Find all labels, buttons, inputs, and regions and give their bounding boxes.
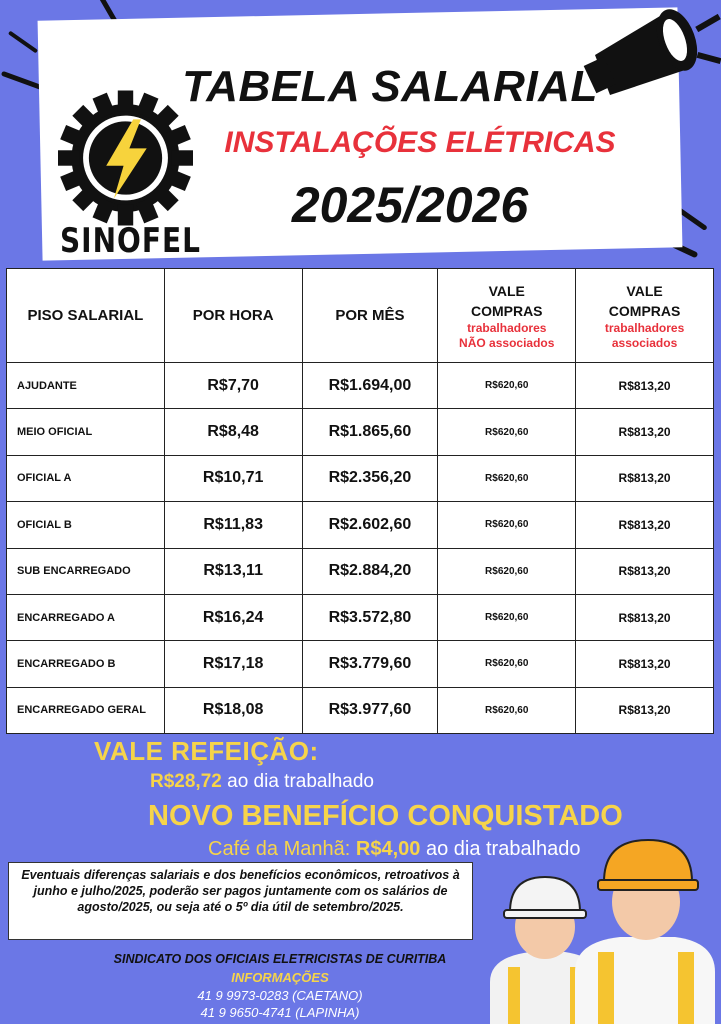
cell-cargo: OFICIAL A (7, 455, 165, 501)
workers-illustration (470, 832, 721, 1024)
decorative-stroke (8, 31, 38, 54)
cell-cargo: ENCARREGADO GERAL (7, 687, 165, 733)
table-row (7, 594, 714, 640)
cell-cargo: ENCARREGADO B (7, 641, 165, 687)
cell-cargo: AJUDANTE (7, 363, 165, 409)
cell-cargo: OFICIAL B (7, 502, 165, 548)
cell-mes: R$2.356,20 (302, 455, 438, 501)
header-vale-associados (576, 269, 714, 363)
logo-text: SINOFEL (60, 220, 201, 261)
cell-hora: R$11,83 (164, 502, 302, 548)
informacoes-label: INFORMAÇÕES (231, 970, 329, 985)
vale-refeicao-amount: R$28,72 (150, 771, 222, 792)
header-vale-line1: VALE (626, 282, 663, 299)
cell-vale-assoc: R$813,20 (576, 409, 714, 455)
year-label: 2025/2026 (291, 177, 529, 233)
header-vale-sub2: NÃO associados (459, 335, 555, 350)
header-vale-nao-associados (438, 269, 576, 363)
cafe-amount: R$4,00 (355, 838, 421, 860)
cell-vale-nao: R$620,60 (438, 548, 576, 594)
cell-hora: R$16,24 (164, 594, 302, 640)
cell-cargo: MEIO OFICIAL (7, 409, 165, 455)
cell-vale-assoc: R$813,20 (576, 502, 714, 548)
header-piso: PISO SALARIAL (7, 269, 165, 363)
vale-refeicao-text: ao dia trabalhado (227, 771, 374, 792)
table-row (7, 548, 714, 594)
notice-box: Eventuais diferenças salariais e dos benefícios econômicos, retroativos à junho e julho/2025, poderão ser pagos juntamente com os salários de agosto/2025, ou seja até o 5º dia útil de setembro/2025. (8, 862, 473, 940)
page-title: TABELA SALARIAL (182, 62, 598, 111)
vale-refeicao-line (150, 771, 374, 793)
cell-hora: R$18,08 (164, 687, 302, 733)
cell-vale-assoc: R$813,20 (576, 641, 714, 687)
header-vale-sub1: trabalhadores (467, 320, 547, 335)
cell-hora: R$10,71 (164, 455, 302, 501)
header-vale-sub1: trabalhadores (604, 320, 685, 335)
salary-table (6, 268, 714, 734)
cell-hora: R$17,18 (164, 641, 302, 687)
table-row (7, 641, 714, 687)
cell-vale-nao: R$620,60 (438, 455, 576, 501)
header-vale-line1: VALE (488, 282, 525, 299)
table-header-row (7, 269, 714, 363)
vale-refeicao-title: VALE REFEIÇÃO: (94, 736, 319, 766)
cell-vale-assoc: R$813,20 (576, 548, 714, 594)
cell-hora: R$8,48 (164, 409, 302, 455)
cell-vale-assoc: R$813,20 (576, 455, 714, 501)
cafe-label: Café da Manhã: (208, 838, 351, 860)
cell-vale-nao: R$620,60 (438, 409, 576, 455)
page-subtitle: INSTALAÇÕES ELÉTRICAS (224, 126, 616, 159)
header-vale-line2: COMPRAS (470, 302, 543, 319)
cell-hora: R$13,11 (164, 548, 302, 594)
cell-vale-nao: R$620,60 (438, 502, 576, 548)
cell-mes: R$1.694,00 (302, 363, 438, 409)
phone-lapinha: 41 9 9650-4741 (LAPINHA) (200, 1005, 360, 1020)
table-row (7, 502, 714, 548)
cell-cargo: ENCARREGADO A (7, 594, 165, 640)
table-row (7, 455, 714, 501)
cell-vale-assoc: R$813,20 (576, 363, 714, 409)
header-vale-sub2: associados (611, 335, 678, 350)
cell-vale-assoc: R$813,20 (576, 594, 714, 640)
cell-vale-assoc: R$813,20 (576, 687, 714, 733)
cell-vale-nao: R$620,60 (438, 363, 576, 409)
cell-mes: R$3.572,80 (302, 594, 438, 640)
sindicato-name: SINDICATO DOS OFICIAIS ELETRICISTAS DE CURITIBA (113, 952, 447, 966)
cell-vale-nao: R$620,60 (438, 687, 576, 733)
table-row (7, 363, 714, 409)
cell-mes: R$1.865,60 (302, 409, 438, 455)
cafe-text: ao dia trabalhado (425, 838, 581, 860)
cell-cargo: SUB ENCARREGADO (7, 548, 165, 594)
novo-beneficio-title: NOVO BENEFÍCIO CONQUISTADO (148, 800, 623, 832)
header-vale-line2: COMPRAS (608, 302, 681, 319)
cell-mes: R$2.602,60 (302, 502, 438, 548)
cell-mes: R$3.977,60 (302, 687, 438, 733)
cell-mes: R$3.779,60 (302, 641, 438, 687)
cell-mes: R$2.884,20 (302, 548, 438, 594)
table-row (7, 409, 714, 455)
cell-hora: R$7,70 (164, 363, 302, 409)
header-hora: POR HORA (164, 269, 302, 363)
cell-vale-nao: R$620,60 (438, 641, 576, 687)
phone-caetano: 41 9 9973-0283 (CAETANO) (197, 988, 363, 1003)
header-mes: POR MÊS (302, 269, 438, 363)
table-row (7, 687, 714, 733)
cell-vale-nao: R$620,60 (438, 594, 576, 640)
